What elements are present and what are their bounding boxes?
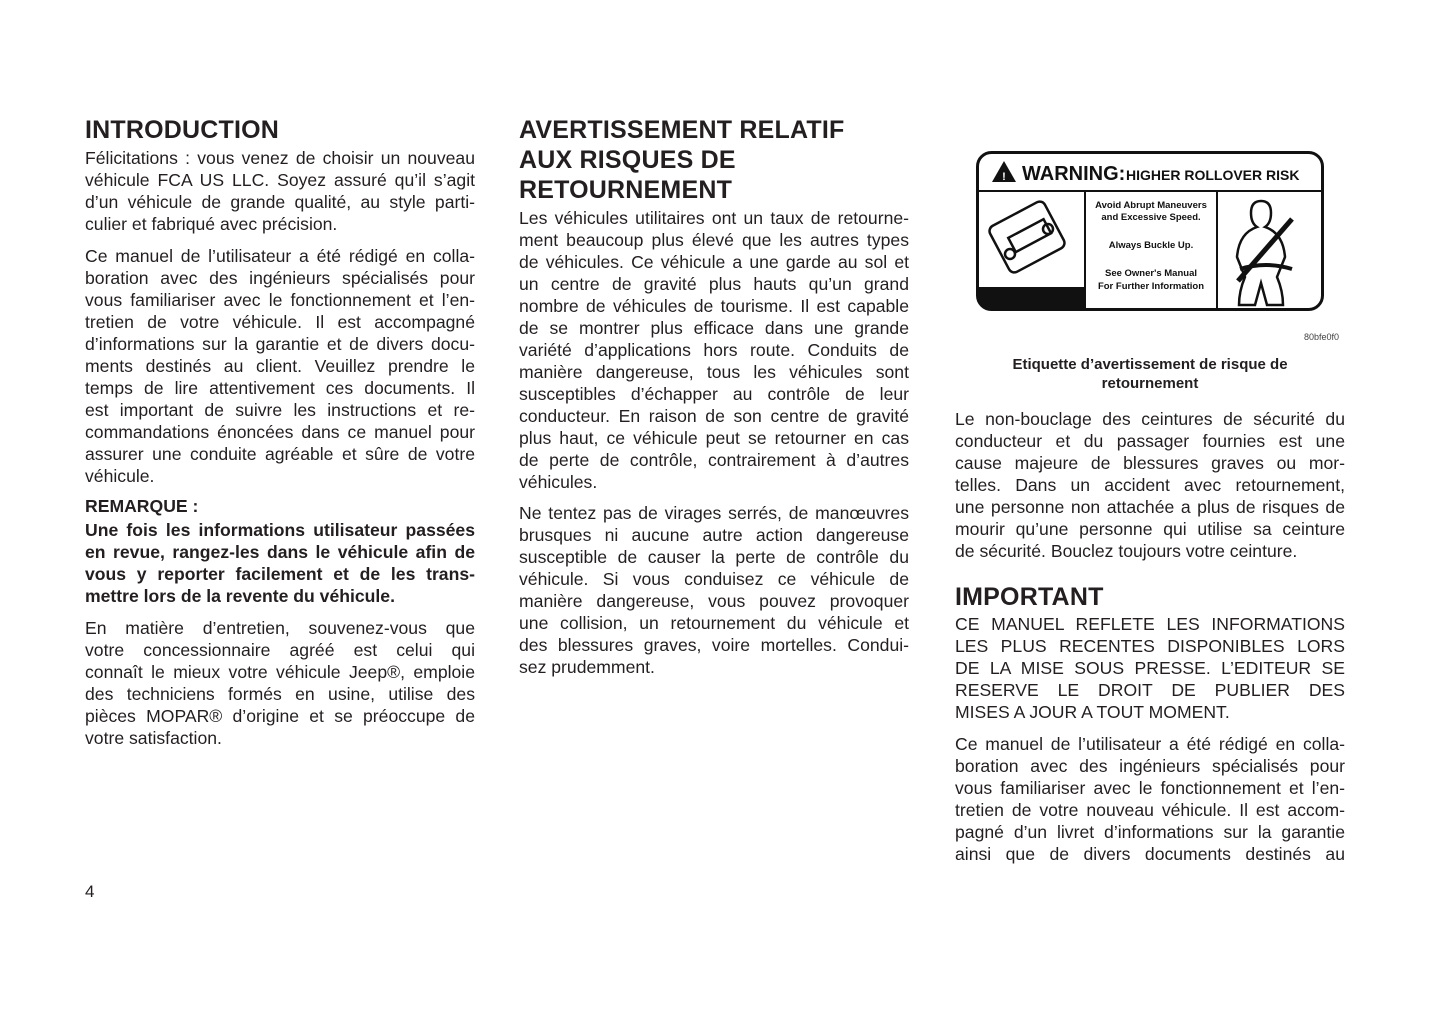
text-line: vous familiariser avec le fonctionnement et l’en-	[85, 290, 475, 310]
text-line: d’informations sur la garantie et de divers docu-	[85, 334, 475, 354]
text-line: un centre de gravité plus hauts qu’un grand	[519, 274, 909, 294]
text-line: Le non-bouclage des ceintures de sécurité du	[955, 409, 1345, 429]
text-line: véhicule.	[85, 466, 155, 486]
text-line: telles. Dans un accident avec retournement,	[955, 475, 1345, 495]
important-paragraph	[955, 613, 1345, 723]
text-line: pagné d’un livret d’informations sur la garantie	[955, 822, 1345, 842]
text-line: en revue, rangez-les dans le véhicule afin de	[85, 542, 475, 562]
label-line: Avoid Abrupt Maneuvers	[1095, 200, 1207, 211]
text-line: est important de suivre les instructions et re-	[85, 400, 475, 420]
remark-paragraph	[85, 519, 475, 607]
text-line: susceptibles d’échapper au contrôle de leur	[519, 384, 909, 404]
text-line: pièces MOPAR® d’origine et se préoccupe de	[85, 706, 475, 726]
paragraph	[519, 207, 909, 493]
text-line: véhicules.	[519, 472, 598, 492]
text-line: Une fois les informations utilisateur passées	[85, 520, 475, 540]
text-line: Ce manuel de l’utilisateur a été rédigé en colla-	[955, 734, 1345, 754]
text-line: conducteur et du passager fournies est une	[955, 431, 1345, 451]
label-line: Always Buckle Up.	[1108, 240, 1194, 251]
text-line: plus haut, ce véhicule peut se retourner en cas	[519, 428, 909, 448]
text-line: boration avec des ingénieurs spécialisés pour	[85, 268, 475, 288]
text-line: de sécurité. Bouclez toujours votre ceinture.	[955, 541, 1298, 561]
text-line: LES PLUS RECENTES DISPONIBLES LORS	[955, 636, 1345, 656]
paragraph	[85, 147, 475, 235]
text-line: véhicule. Si vous conduisez ce véhicule de	[519, 569, 909, 589]
text-line: En matière d’entretien, souvenez-vous que	[85, 618, 475, 638]
text-line: culier et fabriqué avec précision.	[85, 214, 338, 234]
text-line: ainsi que de divers documents destinés au	[955, 844, 1345, 864]
text-line: ment beaucoup plus élevé que les autres types	[519, 230, 909, 250]
text-line: une collision, un retournement du véhicule et	[519, 613, 909, 633]
text-line: susceptible de causer la perte de contrôle du	[519, 547, 909, 567]
heading-line: RETOURNEMENT	[519, 176, 733, 204]
text-line: Les véhicules utilitaires ont un taux de retourne-	[519, 208, 909, 228]
text-line: vous y reporter facilement et de les trans-	[85, 564, 475, 584]
page-number: 4	[85, 882, 95, 901]
figure-caption	[955, 355, 1345, 393]
text-line: boration avec des ingénieurs spécialisés pour	[955, 756, 1345, 776]
text-line: manière dangereuse, vous pouvez provoquer	[519, 591, 909, 611]
heading-rollover-warning	[519, 115, 909, 205]
label-warning: WARNING:	[1022, 163, 1126, 185]
text-line: une personne non attachée a plus de risques de	[955, 497, 1345, 517]
text-line: tretien de votre véhicule. Il est accompagné	[85, 312, 475, 332]
text-line: variété d’applications hors route. Conduits de	[519, 340, 909, 360]
image-code: 80bfe0f0	[1304, 332, 1340, 342]
remark-label: REMARQUE :	[85, 496, 199, 516]
text-line: brusques ni aucune autre action dangereuse	[519, 525, 909, 545]
text-line: de se montrer plus efficace dans une grande	[519, 318, 909, 338]
heading-line: AUX RISQUES DE	[519, 146, 736, 174]
heading-line: AVERTISSEMENT RELATIF	[519, 116, 845, 144]
text-line: assurer une conduite agréable et sûre de votre	[85, 444, 475, 464]
rollover-warning-label-image	[976, 151, 1324, 311]
caption-line: retournement	[1101, 375, 1199, 392]
text-line: commandations énoncées dans ce manuel pour	[85, 422, 475, 442]
text-line: sez prudemment.	[519, 657, 655, 677]
text-line: de perte de contrôle, contrairement à d’autres	[519, 450, 909, 470]
heading-important: IMPORTANT	[955, 583, 1104, 611]
text-line: votre concessionnaire agréé est celui qui	[85, 640, 475, 660]
paragraph	[85, 245, 475, 487]
label-line: and Excessive Speed.	[1101, 212, 1201, 223]
text-line: nombre de véhicules de tourisme. Il est capable	[519, 296, 909, 316]
label-line: See Owner's Manual	[1104, 268, 1198, 279]
text-line: des techniciens formés en usine, utilise des	[85, 684, 475, 704]
paragraph	[955, 408, 1345, 562]
text-line: Ne tentez pas de virages serrés, de manœuvres	[519, 503, 909, 523]
text-line: temps de lire attentivement ces documents. Il	[85, 378, 475, 398]
text-line: manière dangereuse, tous les véhicules sont	[519, 362, 909, 382]
text-line: vous familiariser avec le fonctionnement et l’en-	[955, 778, 1345, 798]
text-line: RESERVE LE DROIT DE PUBLIER DES	[955, 680, 1345, 700]
text-line: MISES A JOUR A TOUT MOMENT.	[955, 702, 1230, 722]
ground-slope	[978, 287, 1085, 308]
caption-line: Etiquette d’avertissement de risque de	[1012, 356, 1288, 373]
text-line: d’un véhicule de grande qualité, au style parti-	[85, 192, 475, 212]
text-line: votre satisfaction.	[85, 728, 222, 748]
paragraph	[955, 733, 1345, 865]
text-line: mettre lors de la revente du véhicule.	[85, 586, 395, 606]
text-line: DE LA MISE SOUS PRESSE. L’EDITEUR SE	[955, 658, 1345, 678]
text-line: des blessures graves, voire mortelles. Condui-	[519, 635, 909, 655]
label-line: For Further Information	[1097, 281, 1205, 292]
text-line: véhicule FCA US LLC. Soyez assuré qu’il s’agit	[85, 170, 475, 190]
text-line: ments destinés au client. Veuillez prendre le	[85, 356, 475, 376]
text-line: cause majeure de blessures graves ou mor-	[955, 453, 1345, 473]
svg-text:!: !	[1002, 171, 1006, 183]
text-line: connaît le mieux votre véhicule Jeep®, emploie	[85, 662, 475, 682]
paragraph	[85, 617, 475, 749]
text-line: mourir qu’une personne qui utilise sa ceinture	[955, 519, 1345, 539]
paragraph	[519, 502, 909, 678]
label-warning-sub: HIGHER ROLLOVER RISK	[1126, 167, 1300, 183]
text-line: de véhicules. Ce véhicule a une garde au sol et	[519, 252, 909, 272]
text-line: CE MANUEL REFLETE LES INFORMATIONS	[955, 614, 1345, 634]
text-panel	[1095, 200, 1207, 292]
text-line: conducteur. En raison de son centre de gravité	[519, 406, 909, 426]
text-line: Félicitations : vous venez de choisir un nouveau	[85, 148, 475, 168]
heading-introduction: INTRODUCTION	[85, 116, 280, 144]
text-line: tretien de votre nouveau véhicule. Il est accom-	[955, 800, 1345, 820]
text-line: Ce manuel de l’utilisateur a été rédigé en colla-	[85, 246, 475, 266]
